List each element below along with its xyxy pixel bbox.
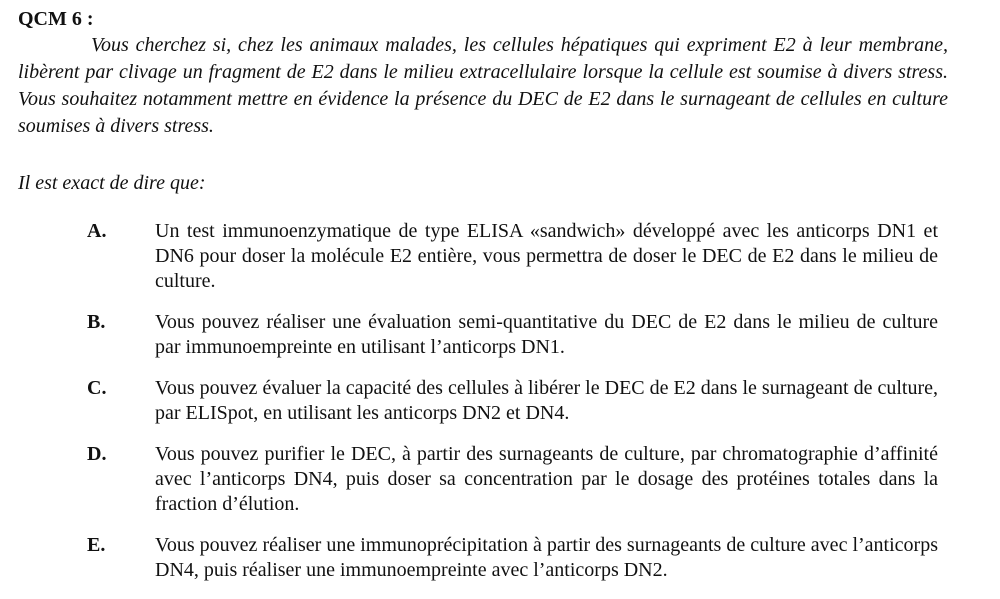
option-b [0, 310, 1000, 360]
answer-options [0, 219, 1000, 599]
option-text: Vous pouvez purifier le DEC, à partir des surnageants de culture, par chromatographie d’affinité avec l’anticorps DN4, puis doser sa concentration par le dosage des protéines totales dans la fraction d’élution. [155, 443, 938, 515]
option-a [0, 219, 1000, 294]
option-e [0, 533, 1000, 583]
question-intro: Vous cherchez si, chez les animaux malades, les cellules hépatiques qui expriment E2 à leur membrane, libèrent par clivage un fragment de E2 dans le milieu extracellulaire lorsque la cellule est soumise à divers stress. Vous souhaitez notamment mettre en évidence la présence du DEC de E2 dans le surnageant de cellules en culture soumises à divers stress. [18, 34, 948, 137]
option-text: Vous pouvez évaluer la capacité des cellules à libérer le DEC de E2 dans le surnageant de culture, par ELISpot, en utilisant les anticorps DN2 et DN4. [155, 377, 938, 424]
option-text: Vous pouvez réaliser une immunoprécipitation à partir des surnageants de culture avec l’anticorps DN4, puis réaliser une immunoempreinte avec l’anticorps DN2. [155, 534, 938, 581]
question-prompt: Il est exact de dire que: [18, 172, 206, 194]
question-title: QCM 6 : [18, 8, 94, 30]
option-d [0, 442, 1000, 517]
option-letter: D. [87, 443, 107, 465]
option-letter: E. [87, 534, 106, 556]
option-c [0, 376, 1000, 426]
option-text: Un test immunoenzymatique de type ELISA «sandwich» développé avec les anticorps DN1 et DN6 pour doser la molécule E2 entière, vous permettra de doser le DEC de E2 dans le milieu de culture. [155, 220, 938, 292]
option-text: Vous pouvez réaliser une évaluation semi-quantitative du DEC de E2 dans le milieu de culture par immunoempreinte en utilisant l’anticorps DN1. [155, 311, 938, 358]
option-letter: A. [87, 220, 107, 242]
option-letter: B. [87, 311, 106, 333]
option-letter: C. [87, 377, 107, 399]
